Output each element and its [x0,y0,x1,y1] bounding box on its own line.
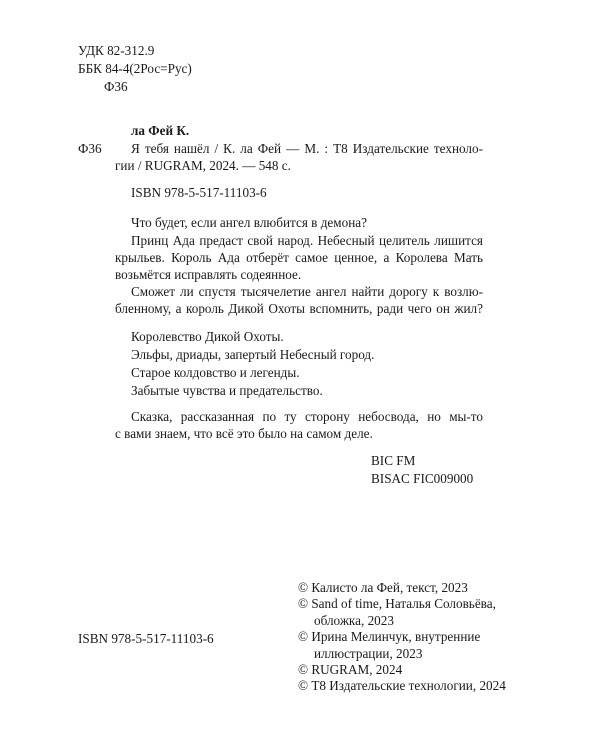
bisac-code: BISAC FIC009000 [371,471,474,486]
annotation-line: Сможет ли спустя тысячелетие ангел найти дорогу к возлю- [131,284,483,299]
description-line: гии / RUGRAM, 2024. — 548 с. [115,158,291,173]
copyright-block [298,580,506,695]
bic-code: BIC FM [371,453,416,468]
annotation-question: Что будет, если ангел влюбится в демона? [131,215,367,230]
annotation-line: крыльев. Король Ада отберёт самое ценное, а Королева Мать [115,250,483,265]
annotation-paragraph [115,283,483,317]
record-isbn: ISBN 978-5-517-11103-6 [131,185,267,200]
author-mark: Ф36 [104,79,128,94]
annotation-line: бленному, а король Дикой Охоты вспомнить, ради чего он жил? [115,301,483,316]
closing-line: с вами знаем, что всё это было на самом деле. [115,426,373,441]
copyright-line: обложка, 2023 [314,612,394,628]
feature-list [131,328,374,399]
feature-item: Королевство Дикой Охоты. [131,329,284,344]
annotation-paragraph [115,232,483,283]
bbk-code: ББК 84-4(2Рос=Рус) [78,61,192,76]
annotation-line: возьмётся исправлять содеянное. [115,267,302,282]
copyright-line: иллюстрации, 2023 [314,645,423,661]
copyright-line: © RUGRAM, 2024 [298,662,403,678]
description-line: Я тебя нашёл / К. ла Фей — М. : Т8 Издательские техноло- [131,141,483,156]
record-mark: Ф36 [78,141,102,156]
description [115,140,483,174]
feature-item: Эльфы, дриады, запертый Небесный город. [131,347,375,362]
feature-item: Старое колдовство и легенды. [131,365,300,380]
copyright-line: © Ирина Мелинчук, внутренние [298,629,481,645]
footer-isbn: ISBN 978-5-517-11103-6 [78,631,214,646]
closing-line: Сказка, рассказанная по ту сторону небосвода, но мы-то [131,409,483,424]
closing-paragraph [115,408,483,442]
copyright-line: © Т8 Издательские технологии, 2024 [298,678,506,694]
copyright-line: © Sand of time, Наталья Соловьёва, [298,596,496,612]
feature-item: Забытые чувства и предательство. [131,383,323,398]
copyright-line: © Калисто ла Фей, текст, 2023 [298,580,468,595]
author-heading: ла Фей К. [131,123,190,138]
udk-code: УДК 82-312.9 [78,43,155,58]
annotation-line: Принц Ада предаст свой народ. Небесный целитель лишится [131,233,483,248]
